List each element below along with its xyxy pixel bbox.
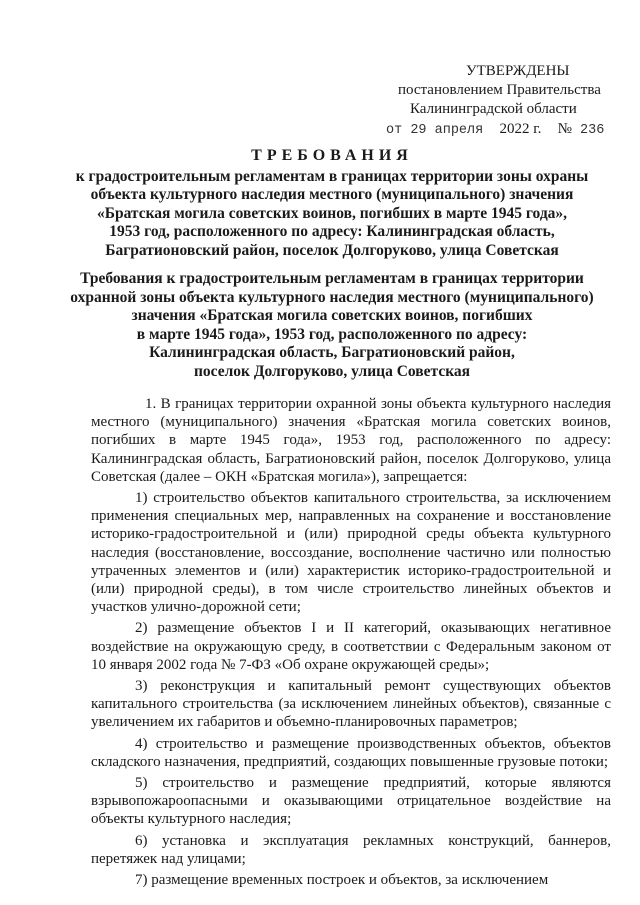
section-heading-line: значения «Братская могила советских воинов, погибших (131, 307, 533, 324)
document-title (70, 147, 594, 260)
approval-date-prefix: от (386, 123, 403, 138)
approval-stamp (386, 62, 626, 140)
title-line: к градостроительным регламентам в границах территории зоны охраны (75, 167, 589, 185)
section-heading-line: в марте 1945 года», 1953 год, расположенного по адресу: (136, 325, 528, 343)
approval-number: 236 (580, 123, 605, 138)
section-heading (70, 270, 594, 381)
title-line: 1953 год, расположенного по адресу: Калининградская область, (109, 223, 555, 240)
list-item-2: 2) размещение объектов I и II категорий, оказывающих негативное воздействие на окружающую среду, в соответствии с Федеральным законом от 10 января 2002 года № 7-ФЗ «Об охране окружающей среды»; (91, 620, 611, 673)
title-line: «Братская могила советских воинов, погибших в марте 1945 года», (96, 204, 568, 222)
paragraph-1: 1. В границах территории охранной зоны объекта культурного наследия местного (муниципального) значения «Братская могила советских воинов, погибших в марте 1945 года», 1953 год, расположенного по адресу: Калининградская область, Багратионовский район, поселок Долгоруково, улица Советская (далее – ОКН «Братская могила»), запрещается: (91, 396, 611, 485)
document-body (91, 395, 611, 892)
approval-date-line (386, 120, 626, 140)
approval-by-resolution: постановлением Правительства (398, 82, 601, 98)
list-item-6: 6) установка и эксплуатация рекламных конструкций, баннеров, перетяжек над улицами; (91, 832, 611, 867)
list-item-4: 4) строительство и размещение производственных объектов, объектов складского назначения, предприятий, создающих повышенные грузовые потоки; (91, 735, 611, 770)
approval-heading: УТВЕРЖДЕНЫ (466, 63, 570, 79)
section-heading-line: охранной зоны объекта культурного наследия местного (муниципального) (70, 288, 594, 306)
list-item-3: 3) реконструкция и капитальный ремонт существующих объектов капитального строительства (за исключением линейных объектов), связанные с увеличением их габаритов и объемно-планировочных параметров; (91, 678, 611, 731)
section-heading-line: Калининградская область, Багратионовский район, (149, 344, 515, 361)
title-line: объекта культурного наследия местного (муниципального) значения (90, 186, 574, 203)
approval-year: 2022 г. (499, 121, 542, 137)
list-item-5: 5) строительство и размещение предприятий, которые являются взрывопожароопасными и оказывающими отрицательное воздействие на объекты культурного наследия; (91, 775, 611, 828)
approval-date: 29 апреля (410, 123, 484, 138)
approval-number-sign: № (557, 121, 572, 137)
list-item-7: 7) размещение временных построек и объектов, за исключением (135, 872, 549, 889)
list-item-1: 1) строительство объектов капитального строительства, за исключением применения специальных мер, направленных на сохранение и восстановление историко-градостроительной и (или) природной среды объекта культурного наследия (восстановление, воссоздание, восполнение частично или полностью утраченных элементов и (или) характеристик историко-градостроительной и (или) природной среды), в том числе строительство линейных объектов и участков улично-дорожной сети; (91, 490, 611, 616)
title-heading: ТРЕБОВАНИЯ (251, 147, 413, 164)
section-heading-line: Требования к градостроительным регламентам в границах территории (80, 270, 584, 287)
section-heading-line: поселок Долгоруково, улица Советская (193, 362, 471, 380)
approval-region: Калининградской области (410, 101, 577, 117)
title-line: Багратионовский район, поселок Долгоруково, улица Советская (105, 241, 559, 259)
